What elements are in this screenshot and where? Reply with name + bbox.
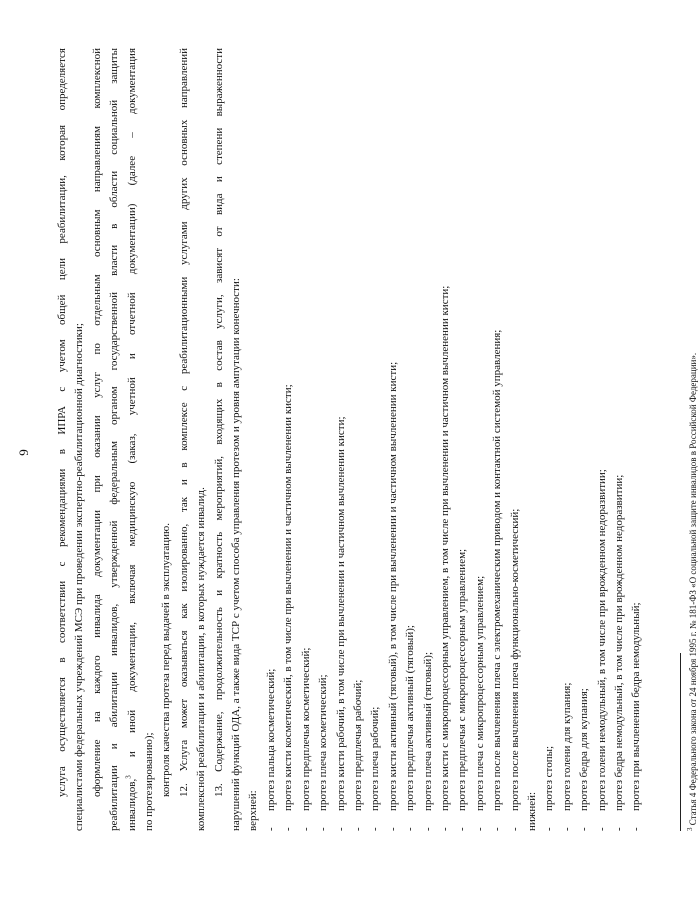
footnote-text: Статья 4 Федерального закона от 24 ноября 1995 г. № 181-ФЗ «О социальной защите инвалидов в Российской Федерации». xyxy=(687,352,698,826)
text-line: специалистами федеральных учреждений МСЭ при проведении экспертно-реабилитационной диагностики; xyxy=(73,323,86,831)
list-item-text: протез пальца косметический; xyxy=(264,668,277,811)
list-item-text: протез плеча активный (тяговый); xyxy=(421,651,434,811)
bullet-dash: - xyxy=(456,827,469,831)
text-line: реабилитации и абилитации инвалидов, утвержденной федеральным органом государственной власти в области социальной защиты xyxy=(108,48,121,831)
bullet-dash: - xyxy=(421,827,434,831)
list-item-text: протез кисти активный (тяговый), в том числе при вычленении и частичном вычленении кисти; xyxy=(386,361,399,811)
bullet-dash: - xyxy=(264,827,277,831)
list-item-text: протез после вычленения плеча с электромеханическим приводом и контактной системой управления; xyxy=(491,329,504,811)
list-item-text: протез кисти с микропроцессорным управлением, в том числе при вычленении и частичном вычленении кисти; xyxy=(438,285,451,811)
bullet-dash: - xyxy=(386,827,399,831)
paragraph-lines xyxy=(54,48,263,831)
bullet-dash: - xyxy=(404,827,417,831)
bullet-dash: - xyxy=(560,827,573,831)
list-item xyxy=(350,48,367,831)
footnote xyxy=(687,48,699,831)
list-item xyxy=(333,48,350,831)
list-item-text: протез голени для купания; xyxy=(560,682,573,811)
list-item-text: протез предплечья с микропроцессорным управлением; xyxy=(456,548,469,811)
bullet-dash: - xyxy=(543,827,556,831)
bullet-dash: - xyxy=(299,827,312,831)
footnote-rule xyxy=(680,653,681,831)
list-item-text: протез голени немодульный, в том числе при врожденном недоразвитии; xyxy=(595,469,608,811)
bullet-dash: - xyxy=(369,827,382,831)
bullet-dash: - xyxy=(491,827,504,831)
bullet-dash: - xyxy=(630,827,643,831)
list-item xyxy=(489,48,506,831)
list-item xyxy=(280,48,297,831)
list-item xyxy=(541,48,558,831)
text-line: по протезированию); xyxy=(143,732,156,831)
list-item-text: протез предплечья косметический; xyxy=(299,647,312,811)
list-item-text: протез при вычленении бедра немодульный; xyxy=(630,602,643,811)
footnote-ref: 3 xyxy=(685,827,694,831)
bullet-dash: - xyxy=(334,827,347,831)
list-item xyxy=(507,48,524,831)
lower-limb-heading: нижней: xyxy=(525,791,538,831)
list-item xyxy=(628,48,645,831)
text-line: верхней: xyxy=(247,790,260,831)
list-item-text: протез плеча рабочий; xyxy=(369,706,382,811)
list-item-text: протез стопы; xyxy=(543,745,556,811)
page-number: 9 xyxy=(16,449,31,456)
body-text xyxy=(54,48,646,831)
list-item-text: протез кисти рабочий, в том числе при вычленении и частичном вычленении кисти; xyxy=(334,416,347,811)
upper-limb-list xyxy=(263,48,524,831)
bullet-dash: - xyxy=(282,827,295,831)
list-item-text: протез после вычленения плеча функционально-косметический; xyxy=(508,508,521,811)
bullet-dash: - xyxy=(473,827,486,831)
list-item xyxy=(437,48,454,831)
list-item xyxy=(611,48,628,831)
bullet-dash: - xyxy=(351,827,364,831)
text-line: 12. Услуга может оказываться как изолированно, так и в комплексе с реабилитационными услугами других основных направлений xyxy=(177,48,190,797)
list-item xyxy=(472,48,489,831)
list-item-text: протез бедра для купания; xyxy=(578,688,591,811)
list-item xyxy=(298,48,315,831)
text-line: услуга осуществляется в соответствии с рекомендациями в ИПРА с учетом общей цели реабилитации, которая определяется xyxy=(56,48,68,797)
lower-limb-list xyxy=(541,48,645,831)
list-item xyxy=(263,48,280,831)
bullet-dash: - xyxy=(595,827,608,831)
text-line: нарушений функций ОДА, а также вида ТСР с учетом способа управления протезом и уровня ампутации конечности: xyxy=(230,278,243,831)
bullet-dash: - xyxy=(613,827,625,831)
list-item-text: протез предплечья активный (тяговый); xyxy=(404,625,417,811)
text-line: контроля качества протеза перед выдачей в эксплуатацию. xyxy=(160,522,173,797)
list-item xyxy=(385,48,402,831)
text-line-part: инвалидов, xyxy=(125,778,138,831)
list-item xyxy=(454,48,471,831)
list-item-text: протез плеча с микропроцессорным управлением; xyxy=(473,575,486,811)
text-line: оформление на каждого инвалида документации при оказании услуг по отдельным основным направлениям комплексной xyxy=(90,48,103,797)
bullet-dash: - xyxy=(578,827,591,831)
list-item xyxy=(402,48,419,831)
list-item-text: протез плеча косметический; xyxy=(317,674,330,811)
list-item xyxy=(367,48,384,831)
bullet-dash: - xyxy=(508,827,521,831)
list-item xyxy=(315,48,332,831)
bullet-dash: - xyxy=(438,827,451,831)
list-item-text: протез предплечья рабочий; xyxy=(351,679,364,811)
footnote-marker: 3 xyxy=(123,775,132,779)
text-line: 13. Содержание, продолжительность и кратность мероприятий, входящих в состав услуги, зависят от вида и степени выраженности xyxy=(212,48,225,797)
list-item-text: протез бедра немодульный, в том числе при врожденном недоразвитии; xyxy=(613,474,625,811)
text-line-part: и иной документации, включая медицинскую (заказ, учетной и отчетной документации) (далее – документация xyxy=(125,48,138,776)
list-item xyxy=(559,48,576,831)
text-line xyxy=(124,48,141,831)
list-item xyxy=(576,48,593,831)
list-item xyxy=(594,48,611,831)
list-item xyxy=(420,48,437,831)
bullet-dash: - xyxy=(317,827,330,831)
list-item-text: протез кисти косметический, в том числе при вычленении и частичном вычленении кисти; xyxy=(282,384,295,811)
text-line: комплексной реабилитации и абилитации, в которых нуждается инвалид. xyxy=(195,487,208,831)
